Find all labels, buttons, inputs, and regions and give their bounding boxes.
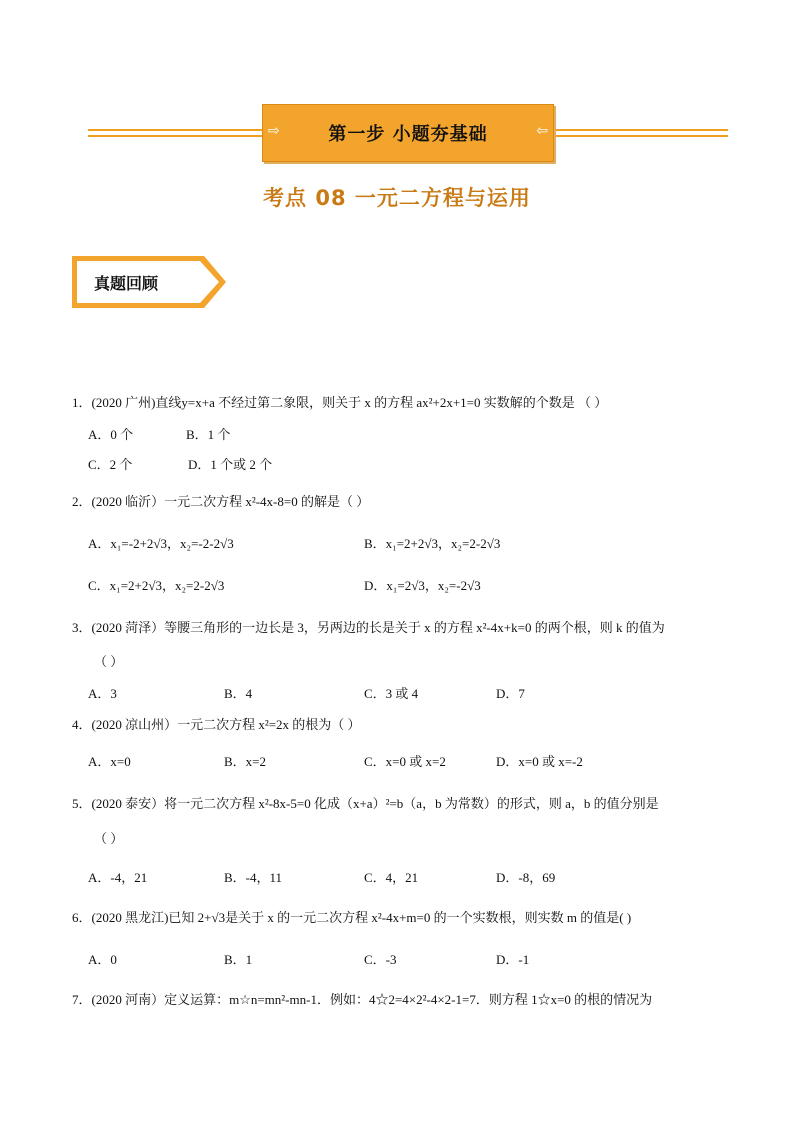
question-3-option-c: C．3 或 4: [364, 686, 419, 701]
section-tag: [72, 256, 226, 308]
question-3-stem: 3．(2020 菏泽）等腰三角形的一边长是 3，另两边的长是关于 x 的方程 x²-4x+k=0 的两个根，则 k 的值为: [72, 620, 665, 635]
question-6-option-c: C．-3: [364, 952, 397, 967]
question-2-stem: 2．(2020 临沂）一元二次方程 x²-4x-8=0 的解是（ ）: [72, 494, 370, 509]
question-1-option-b: B．1 个: [186, 427, 231, 442]
arrow-right-icon: ⇨: [268, 123, 280, 139]
banner-rule-left-bottom: [88, 135, 264, 137]
question-1-stem: 1．(2020 广州)直线y=x+a 不经过第二象限，则关于 x 的方程 ax²+2x+1=0 实数解的个数是 （ ）: [72, 395, 608, 410]
question-3-option-d: D．7: [496, 686, 525, 701]
banner-box: [262, 104, 554, 162]
question-7-stem: 7．(2020 河南）定义运算：m☆n=mn²-mn-1．例如：4☆2=4×2²-4×2-1=7．则方程 1☆x=0 的根的情况为: [72, 992, 653, 1007]
question-4-option-c: C．x=0 或 x=2: [364, 754, 446, 769]
question-3-stem-cont: （ ）: [94, 654, 124, 669]
step-banner: [88, 104, 728, 162]
question-5-option-c: C．4，21: [364, 870, 419, 885]
question-3-option-b: B．4: [224, 686, 253, 701]
section-tag-label: 真题回顾: [94, 274, 159, 293]
question-2-option-d: D．x₁=2√3，x₂=-2√3: [364, 578, 481, 593]
question-1-option-c: C．2 个: [88, 457, 133, 472]
question-5-stem-cont: （ ）: [94, 831, 124, 846]
question-6-stem: 6．(2020 黑龙江)已知 2+√3是关于 x 的一元二次方程 x²-4x+m=0 的一个实数根，则实数 m 的值是( ): [72, 910, 632, 925]
question-2-option-a: A．x₁=-2+2√3，x₂=-2-2√3: [88, 536, 234, 551]
question-4-option-b: B．x=2: [224, 754, 267, 769]
question-4-stem: 4．(2020 凉山州）一元二次方程 x²=2x 的根为（ ）: [72, 717, 361, 732]
question-4-option-a: A．x=0: [88, 754, 131, 769]
arrow-left-icon: ⇦: [536, 123, 548, 139]
question-6-option-b: B．1: [224, 952, 253, 967]
question-5-option-a: A．-4，21: [88, 870, 148, 885]
question-5-stem: 5．(2020 泰安）将一元二次方程 x²-8x-5=0 化成（x+a）²=b（a，b 为常数）的形式，则 a，b 的值分别是: [72, 796, 659, 811]
banner-title: 第一步 小题夯基础: [328, 124, 488, 145]
question-5-option-b: B．-4，11: [224, 870, 283, 885]
banner-rule-left-top: [88, 129, 264, 131]
banner-rule-right-bottom: [554, 135, 728, 137]
question-6-option-a: A．0: [88, 952, 117, 967]
question-6-option-d: D．-1: [496, 952, 530, 967]
question-2-option-c: C．x₁=2+2√3，x₂=2-2√3: [88, 578, 225, 593]
question-3-option-a: A．3: [88, 686, 117, 701]
question-2-option-b: B．x₁=2+2√3，x₂=2-2√3: [364, 536, 501, 551]
banner-rule-right-top: [554, 129, 728, 131]
question-5-option-d: D．-8，69: [496, 870, 556, 885]
page-title: 考点 08 一元二方程与运用: [263, 186, 531, 210]
question-1-option-d: D．1 个或 2 个: [188, 457, 273, 472]
question-4-option-d: D．x=0 或 x=-2: [496, 754, 583, 769]
question-1-option-a: A．0 个: [88, 427, 134, 442]
